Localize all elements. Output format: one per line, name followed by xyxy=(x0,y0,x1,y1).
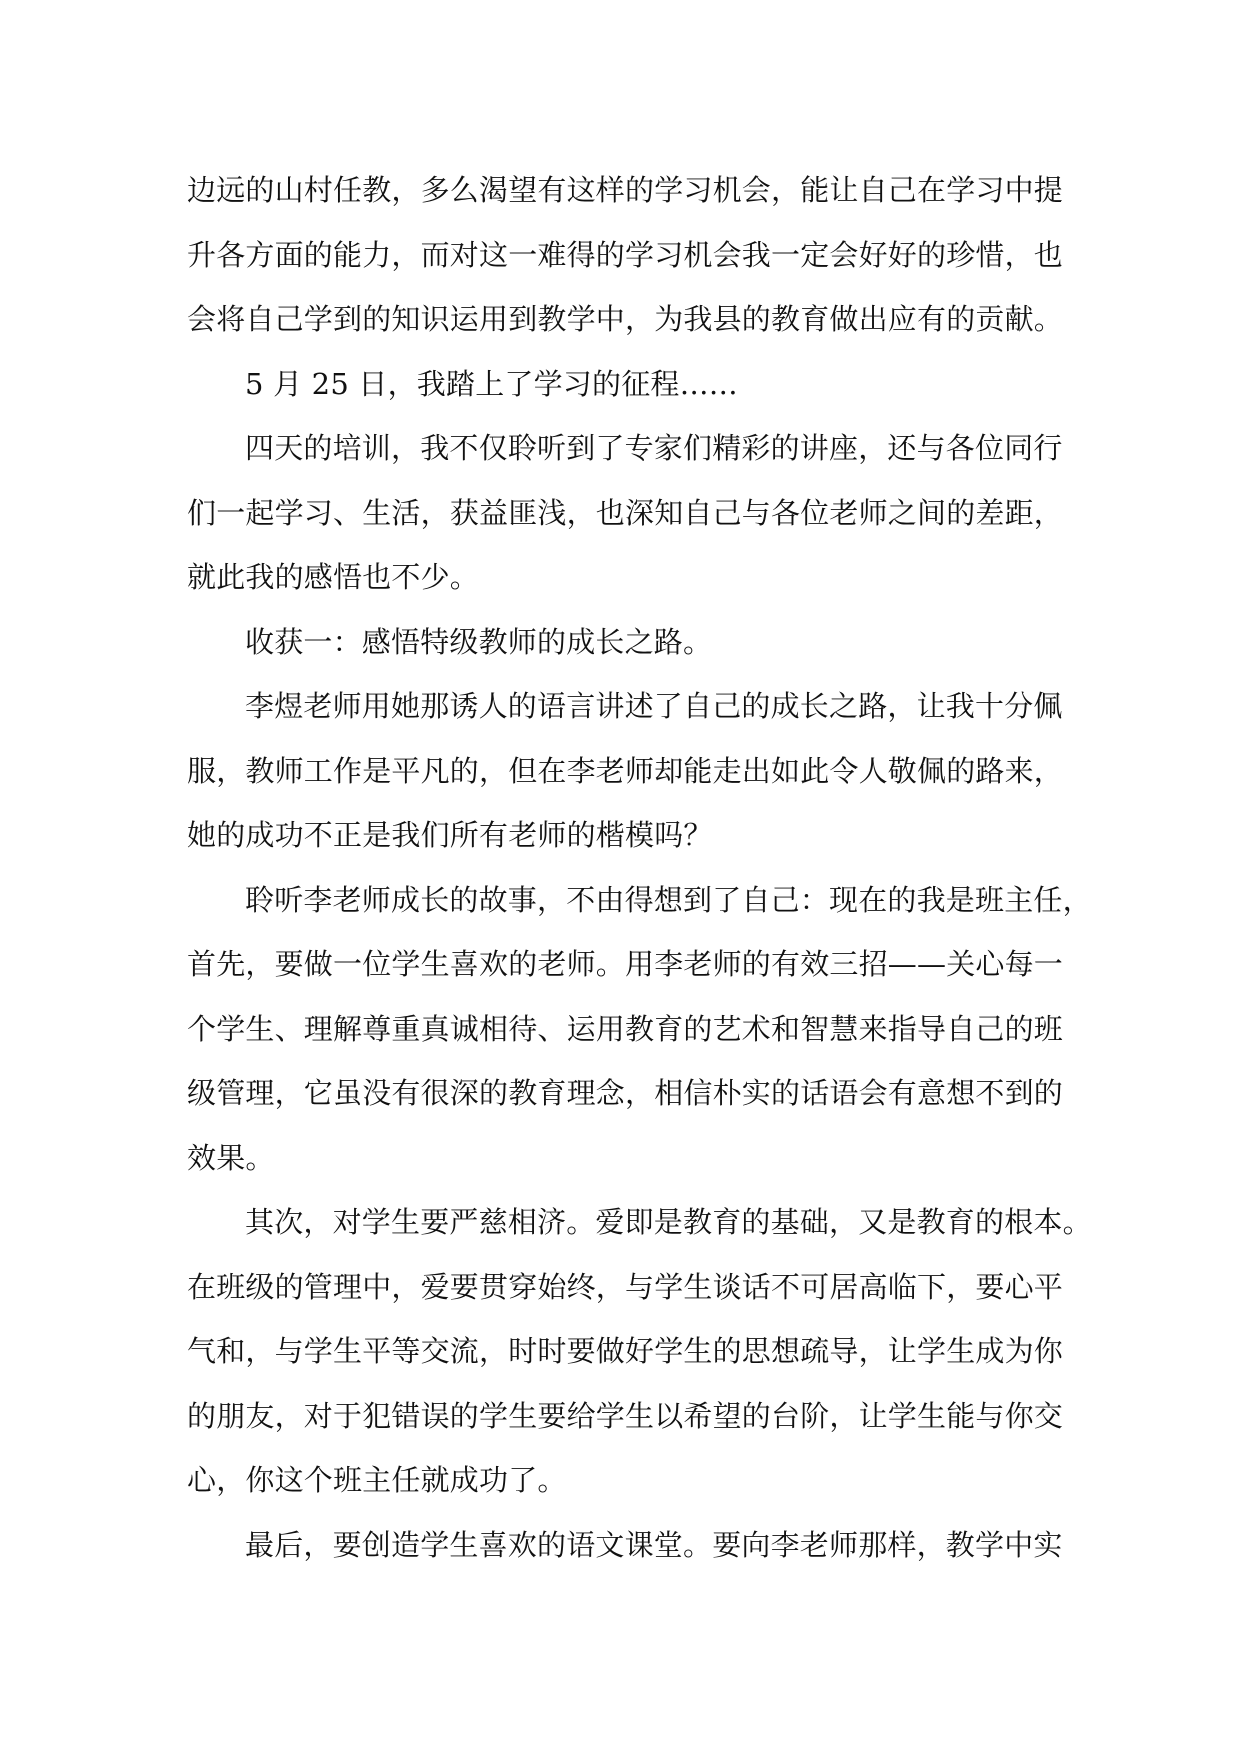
text-line: 个学生、理解尊重真诚相待、运用教育的艺术和智慧来指导自己的班 xyxy=(187,1011,1064,1046)
paragraph-first-line: 四天的培训，我不仅聆听到了专家们精彩的讲座，还与各位同行 xyxy=(245,431,1063,465)
text-line: 会将自己学到的知识运用到教学中，为我县的教育做出应有的贡献。 xyxy=(187,302,1064,336)
text-line: 升各方面的能力，而对这一难得的学习机会我一定会好好的珍惜，也 xyxy=(187,237,1064,272)
text-line: 气和，与学生平等交流，时时要做好学生的思想疏导，让学生成为你 xyxy=(187,1334,1064,1368)
text-line: 就此我的感悟也不少。 xyxy=(187,560,480,594)
text-line: 级管理，它虽没有很深的教育理念，相信朴实的话语会有意想不到的 xyxy=(187,1076,1064,1110)
text-line: 她的成功不正是我们所有老师的楷模吗？ xyxy=(187,818,713,852)
text-line: 边远的山村任教，多么渴望有这样的学习机会，能让自己在学习中提 xyxy=(187,173,1064,207)
paragraph-first-line: 最后，要创造学生喜欢的语文课堂。要向李老师那样，教学中实 xyxy=(245,1527,1063,1562)
section-heading: 收获一：感悟特级教师的成长之路。 xyxy=(245,624,713,659)
text-line: 在班级的管理中，爱要贯穿始终，与学生谈话不可居高临下，要心平 xyxy=(187,1269,1064,1304)
text-line: 们一起学习、生活，获益匪浅，也深知自己与各位老师之间的差距， xyxy=(187,495,1064,530)
text-line: 效果。 xyxy=(187,1140,275,1175)
document-body xyxy=(187,158,1092,1577)
text-line: 服，教师工作是平凡的，但在李老师却能走出如此令人敬佩的路来， xyxy=(187,753,1064,788)
paragraph-first-line: 聆听李老师成长的故事，不由得想到了自己：现在的我是班主任， xyxy=(245,882,1092,917)
paragraph-first-line: 其次，对学生要严慈相济。爱即是教育的基础，又是教育的根本。 xyxy=(245,1205,1092,1239)
paragraph-first-line: 5 月 25 日，我踏上了学习的征程…… xyxy=(245,366,739,401)
paragraph-first-line: 李煜老师用她那诱人的语言讲述了自己的成长之路，让我十分佩 xyxy=(245,689,1063,723)
text-line: 心，你这个班主任就成功了。 xyxy=(187,1463,567,1497)
text-line: 的朋友，对于犯错误的学生要给学生以希望的台阶，让学生能与你交 xyxy=(187,1398,1064,1433)
text-line: 首先，要做一位学生喜欢的老师。用李老师的有效三招——关心每一 xyxy=(187,947,1064,981)
